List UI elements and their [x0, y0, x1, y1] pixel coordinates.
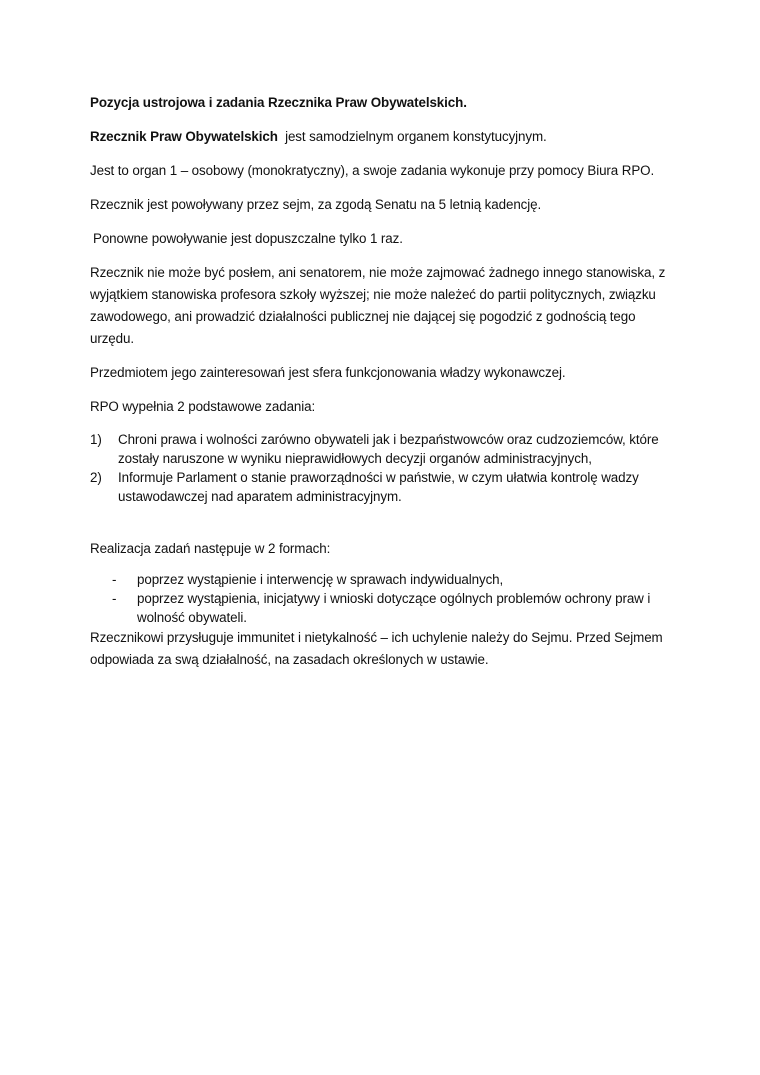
form-item	[90, 589, 680, 627]
task-text: Chroni prawa i wolności zarówno obywateli jak i bezpaństwowców oraz cudzoziemców, które zostały naruszone w wyniku nieprawidłowych decyzji organów administracyjnych,	[118, 432, 659, 466]
document-title: Pozycja ustrojowa i zadania Rzecznika Praw Obywatelskich.	[90, 95, 467, 110]
definition-text: jest samodzielnym organem konstytucyjnym.	[277, 129, 547, 144]
task-item	[90, 430, 680, 468]
rpo-bold-name: Rzecznik Praw Obywatelskich	[90, 129, 278, 144]
forms-list	[90, 570, 680, 627]
task-number: 1)	[90, 432, 102, 447]
form-text: poprzez wystąpienia, inicjatywy i wnioski dotyczące ogólnych problemów ochrony praw i wolność obywateli.	[137, 591, 651, 625]
paragraph-immunity: Rzecznikowi przysługuje immunitet i nietykalność – ich uchylenie należy do Sejmu. Przed Sejmem odpowiada za swą działalność, na zasadach określonych w ustawie.	[90, 630, 663, 667]
paragraph-tasks-intro: RPO wypełnia 2 podstawowe zadania:	[90, 399, 316, 414]
task-number: 2)	[90, 470, 102, 485]
paragraph-interest: Przedmiotem jego zainteresowań jest sfera funkcjonowania władzy wykonawczej.	[90, 365, 566, 380]
paragraph-forms-intro: Realizacja zadań następuje w 2 formach:	[90, 541, 331, 556]
paragraph-organ: Jest to organ 1 – osobowy (monokratyczny), a swoje zadania wykonuje przy pomocy Biura RPO.	[90, 163, 655, 178]
paragraph-definition	[90, 126, 680, 148]
form-text: poprzez wystąpienie i interwencję w sprawach indywidualnych,	[137, 572, 504, 587]
form-item	[90, 570, 680, 589]
tasks-list	[90, 430, 680, 506]
form-dash: -	[112, 591, 117, 606]
paragraph-incompatibility: Rzecznik nie może być posłem, ani senatorem, nie może zajmować żadnego innego stanowiska, z wyjątkiem stanowiska profesora szkoły wyższej; nie może należeć do partii politycznych, związku zawodowego, ani prowadzić działalności publicznej nie dającej się pogodzić z godnością tego urzędu.	[90, 265, 666, 346]
task-item	[90, 468, 680, 506]
paragraph-appointment: Rzecznik jest powoływany przez sejm, za zgodą Senatu na 5 letnią kadencję.	[90, 197, 542, 212]
paragraph-reappointment: Ponowne powoływanie jest dopuszczalne tylko 1 raz.	[93, 231, 403, 246]
form-dash: -	[112, 572, 117, 587]
document-body	[90, 92, 680, 683]
task-text: Informuje Parlament o stanie praworządności w państwie, w czym ułatwia kontrolę wadzy ustawodawczej nad aparatem administracyjnym.	[118, 470, 639, 504]
